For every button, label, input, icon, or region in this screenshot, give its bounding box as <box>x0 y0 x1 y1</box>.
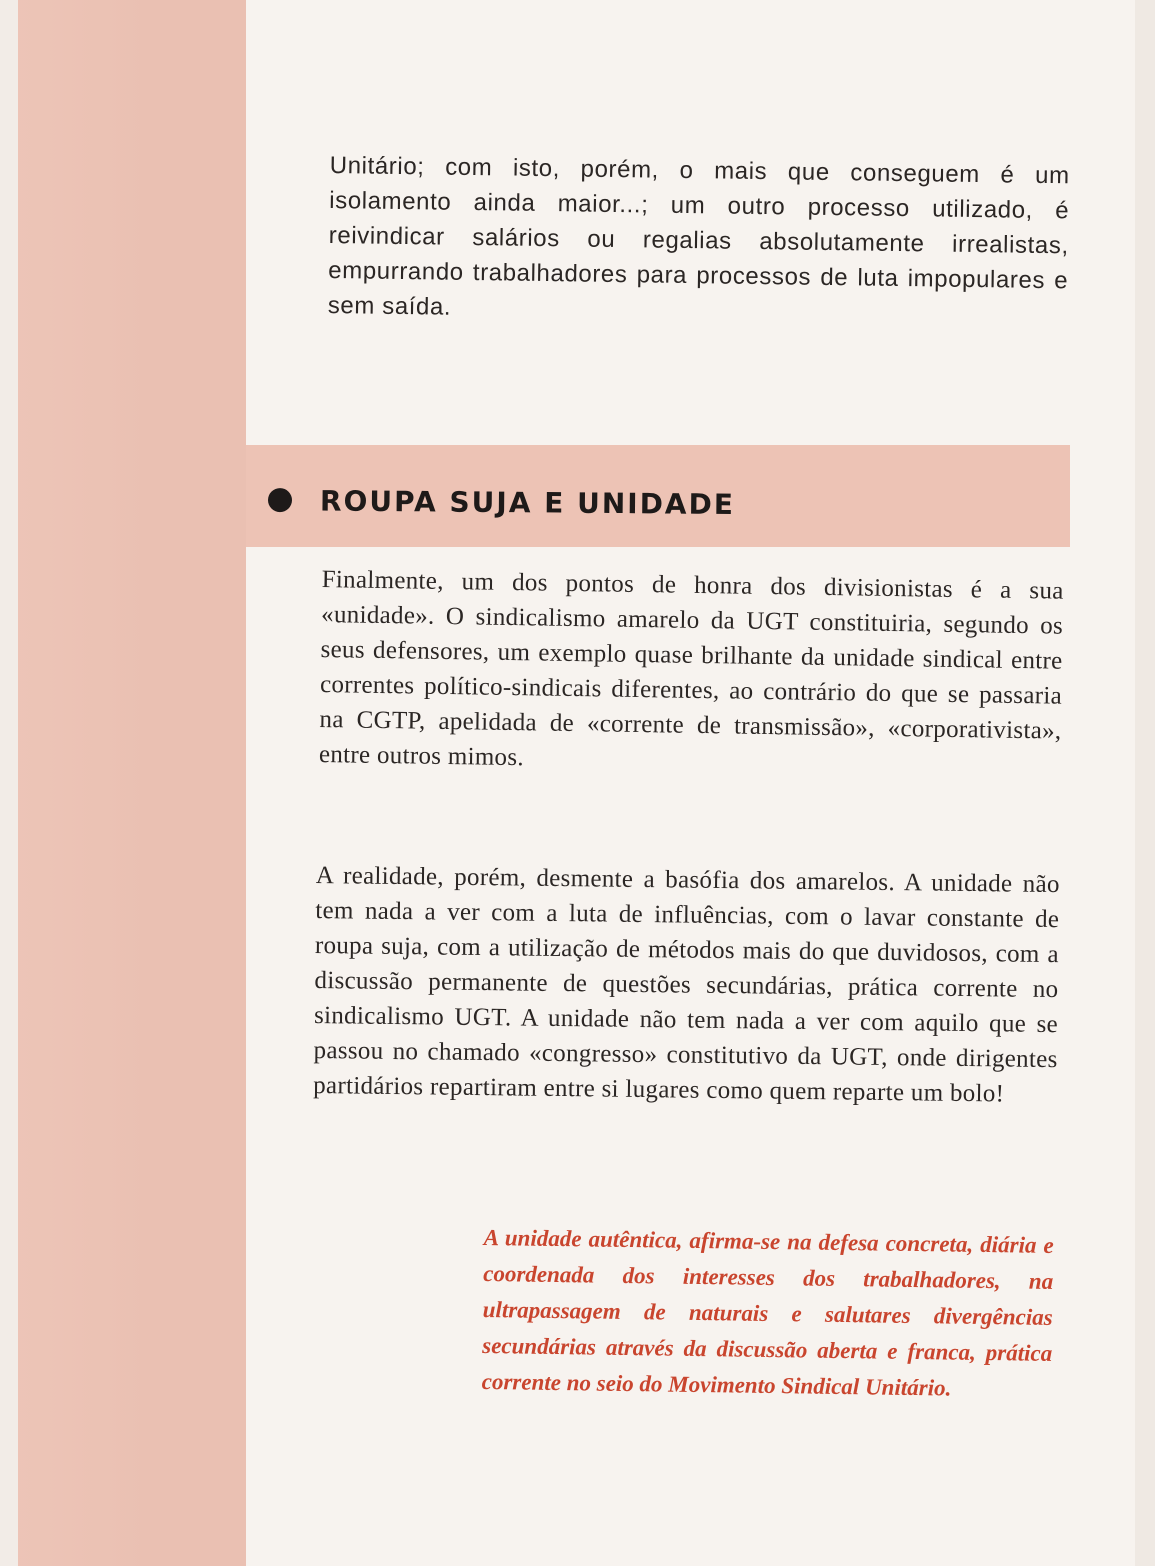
paragraph-intro: Unitário; com isto, porém, o mais que conseguem é um isolamento ainda maior...; um outro processo utilizado, é reivindicar salários ou regalias absolutamente irrealistas, empurrando trabalhadores para processos de luta impopulares e sem saída. <box>327 151 1070 321</box>
section-heading <box>268 480 968 526</box>
section-heading-text: ROUPA SUJA E UNIDADE <box>319 483 736 521</box>
paragraph-realidade: A realidade, porém, desmente a basófia dos amarelos. A unidade não tem nada a ver com a luta de influências, com o lavar constante de roupa suja, com a utilização de métodos mais do que duvidosos, com a discussão permanente de questões secundárias, prática corrente no sindicalismo UGT. A unidade não tem nada a ver com aquilo que se passou no chamado «congresso» constitutivo da UGT, onde dirigentes partidários repartiram entre si lugares como quem reparte um bolo! <box>313 861 1060 1108</box>
highlighted-quote: A unidade autêntica, afirma-se na defesa concreta, diária e coordenada dos interesses dos trabalhadores, na ultrapassagem de naturais e salutares divergências secundárias através da discussão aberta e franca, prática corrente no seio do Movimento Sindical Unitário. <box>481 1224 1054 1401</box>
page-left-edge <box>0 0 18 1566</box>
bullet-icon <box>268 488 292 512</box>
left-pink-band-shade <box>18 0 246 1566</box>
page-right-edge <box>1135 0 1155 1566</box>
paragraph-unidade: Finalmente, um dos pontos de honra dos divisionistas é a sua «unidade». O sindicalismo amarelo da UGT constituiria, segundo os seus defensores, um exemplo quase brilhante da unidade sindical entre correntes político-sindicais diferentes, ao contrário do que se passaria na CGTP, apelidada de «corrente de transmissão», «corporativista», entre outros mimos. <box>318 565 1064 772</box>
